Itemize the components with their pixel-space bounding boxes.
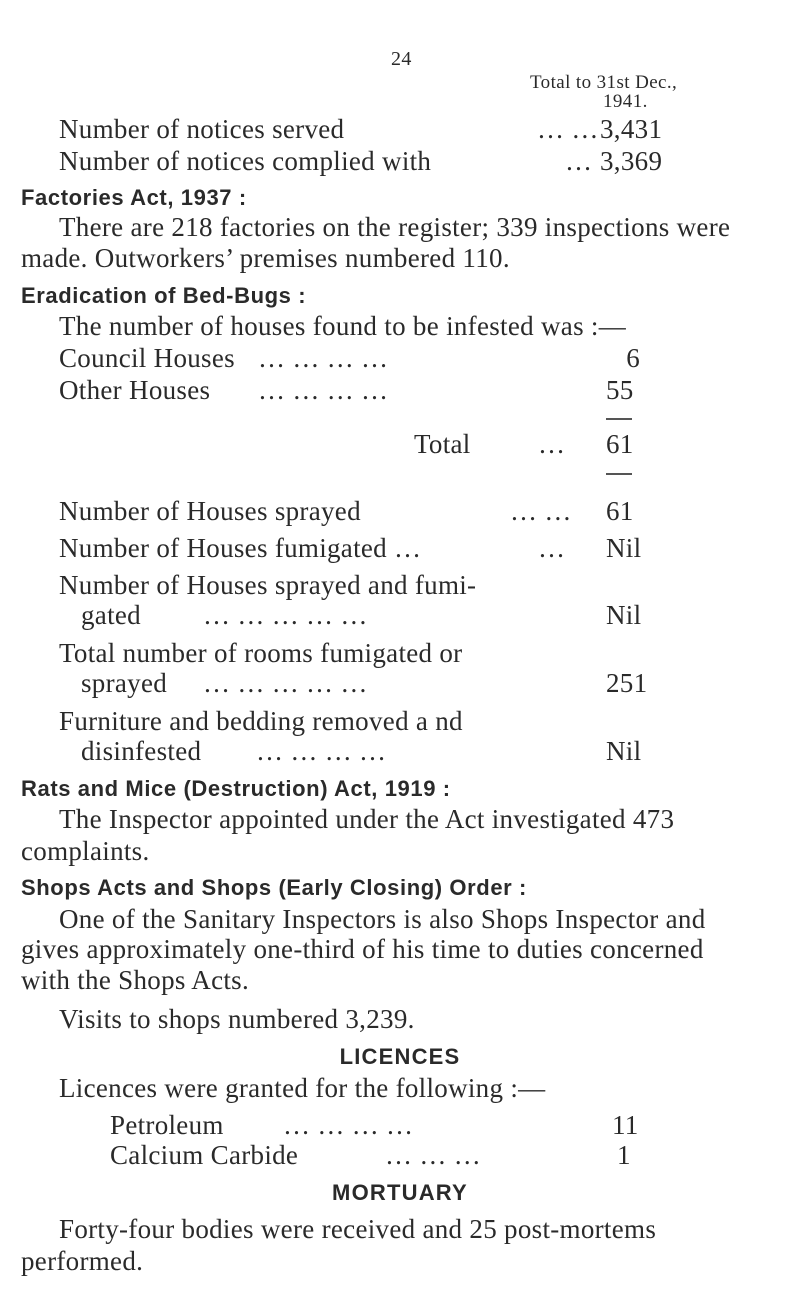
notices-complied-value: 3,369 — [600, 146, 663, 176]
houses-fumigated-label: Number of Houses fumigated … — [59, 533, 422, 563]
council-houses-value: 6 — [626, 343, 640, 373]
council-houses-label: Council Houses — [59, 343, 235, 373]
notices-served-dots: … … — [537, 114, 599, 144]
shops-heading: Shops Acts and Shops (Early Closing) Order : — [21, 875, 527, 900]
petroleum-label: Petroleum — [110, 1110, 224, 1140]
sprayed-fumigated-line2: gated — [81, 600, 141, 630]
total-rule — [606, 473, 632, 475]
other-houses-label: Other Houses — [59, 375, 211, 405]
notices-served-label: Number of notices served — [59, 114, 345, 144]
calcium-carbide-dots: … … … — [385, 1140, 481, 1170]
licences-intro: Licences were granted for the following :— — [59, 1073, 546, 1103]
petroleum-dots: … … … … — [283, 1110, 414, 1140]
sprayed-fumigated-line1: Number of Houses sprayed and fumi- — [59, 570, 477, 600]
notices-complied-dots: … — [565, 146, 593, 176]
furniture-dots: … … … … — [256, 736, 387, 766]
rats-line1: The Inspector appointed under the Act investigated 473 — [59, 804, 675, 834]
subtotal-rule — [606, 418, 632, 420]
other-houses-dots: … … … … — [258, 375, 389, 405]
houses-fumigated-value: Nil — [606, 533, 642, 563]
rooms-line1: Total number of rooms fumigated or — [59, 638, 463, 668]
shops-visits: Visits to shops numbered 3,239. — [59, 1004, 415, 1034]
calcium-carbide-value: 1 — [617, 1140, 631, 1170]
shops-line3: with the Shops Acts. — [21, 965, 250, 995]
mortuary-line1: Forty-four bodies were received and 25 post-mortems — [59, 1214, 657, 1244]
furniture-line1: Furniture and bedding removed a nd — [59, 706, 463, 736]
rooms-dots: … … … … … — [203, 668, 368, 698]
mortuary-line2: performed. — [21, 1246, 144, 1276]
total-value: 61 — [606, 429, 634, 459]
bedbugs-intro: The number of houses found to be infested was :— — [59, 311, 627, 341]
rats-heading: Rats and Mice (Destruction) Act, 1919 : — [21, 776, 451, 801]
furniture-line2: disinfested — [81, 736, 202, 766]
factories-line1: There are 218 factories on the register; 339 inspections were — [59, 212, 731, 242]
houses-sprayed-value: 61 — [606, 496, 634, 526]
houses-fumigated-dots: … — [538, 533, 566, 563]
houses-sprayed-label: Number of Houses sprayed — [59, 496, 361, 526]
total-header-line1: Total to 31st Dec., — [530, 72, 678, 93]
council-houses-dots: … … … … — [258, 343, 389, 373]
total-header-line2: 1941. — [603, 91, 648, 112]
calcium-carbide-label: Calcium Carbide — [110, 1140, 299, 1170]
petroleum-value: 11 — [612, 1110, 639, 1140]
sprayed-fumigated-dots: … … … … … — [203, 600, 368, 630]
shops-line1: One of the Sanitary Inspectors is also Shops Inspector and — [59, 904, 706, 934]
notices-complied-label: Number of notices complied with — [59, 146, 432, 176]
notices-served-value: 3,431 — [600, 114, 663, 144]
mortuary-heading: MORTUARY — [332, 1180, 468, 1205]
rooms-line2: sprayed — [81, 668, 168, 698]
bedbugs-heading: Eradication of Bed-Bugs : — [21, 283, 307, 308]
houses-sprayed-dots: … … — [510, 496, 572, 526]
licences-heading: LICENCES — [339, 1044, 461, 1069]
total-dots: … — [538, 429, 566, 459]
sprayed-fumigated-value: Nil — [606, 600, 642, 630]
factories-line2: made. Outworkers’ premises numbered 110. — [21, 243, 510, 273]
rooms-value: 251 — [606, 668, 648, 698]
page-number: 24 — [391, 48, 412, 70]
factories-heading: Factories Act, 1937 : — [21, 185, 247, 210]
other-houses-value: 55 — [606, 375, 634, 405]
shops-line2: gives approximately one-third of his time to duties concerned — [21, 934, 704, 964]
total-label: Total — [414, 429, 471, 459]
furniture-value: Nil — [606, 736, 642, 766]
rats-line2: complaints. — [21, 836, 150, 866]
